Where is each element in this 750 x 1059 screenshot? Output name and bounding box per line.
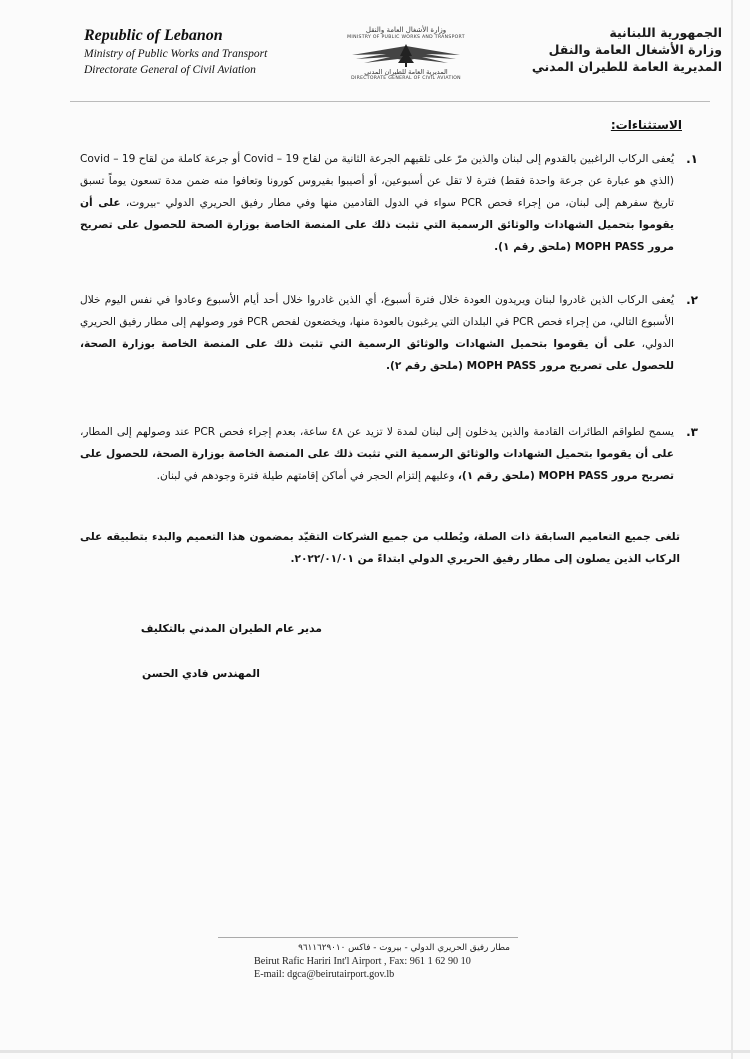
exception-item-2	[80, 289, 674, 377]
item-number: .٣	[686, 425, 698, 439]
item-text-bold: على أن يقوموا بتحميل الشهادات والوثائق الرسمية التي تثبت ذلك على المنصة الخاصة بوزارة الصحة للحصول على تصريح مرور MOPH PASS (ملحق رقم ١).	[80, 197, 674, 253]
logo-ar-ministry: وزارة الأشغال العامة والنقل	[365, 26, 447, 34]
footer	[254, 942, 554, 981]
header-divider	[70, 101, 710, 102]
signatory-name: المهندس فادي الحسن	[142, 667, 260, 680]
logo-ar-directorate: المديرية العامة للطيران المدني	[364, 68, 448, 76]
item-number: .٢	[686, 293, 698, 307]
footer-email: E-mail: dgca@beirutairport.gov.lb	[254, 969, 395, 980]
item-text: يُعفى الركاب الذين غادروا لبنان ويريدون العودة خلال فترة أسبوع، أي الذين غادروا خلال أحد أيام الأسبوع وعادوا في نفس اليوم خلال الأسبوع التالي، من إجراء فحص PCR في البلدان التي يرغبون بالعودة منها، ويخضعون لفحص PCR فور وصولهم إلى مطار رفيق الحريري الدولي،	[80, 294, 674, 350]
footer-english-address: Beirut Rafic Hariri Int'l Airport , Fax: 961 1 62 90 10	[254, 956, 471, 967]
exception-item-1	[80, 148, 674, 258]
exception-item-3	[80, 421, 674, 487]
item-text: يُعفى الركاب الراغبين بالقدوم إلى لبنان والذين مرّ على تلقيهم الجرعة الثانية من لقاح Covid – 19 أو جرعة كاملة من لقاح Covid – 19 (الذي هو عبارة عن جرعة واحدة فقط) فترة لا تقل عن أسبوعين، أو أصيبوا بفيروس كورونا وتعافوا منه ضمن مدة تسعون يوماً تسبق تاريخ سفرهم إلى لبنان، من إجراء فحص PCR سواء في الدول القادمين منها وفي مطار رفيق الحريري الدولي -بيروت،	[80, 153, 675, 209]
footer-divider	[218, 937, 518, 938]
item-text-bold: على أن يقوموا بتحميل الشهادات والوثائق الرسمية التي تثبت ذلك على المنصة الخاصة بوزارة الصحة، للحصول على تصريح مرور MOPH PASS (ملحق رقم ١)،	[80, 448, 674, 482]
ministry-logo	[336, 26, 476, 94]
letterhead-ar-directorate: المديرية العامة للطيران المدني	[531, 59, 722, 74]
letterhead-arabic	[492, 24, 722, 75]
logo-en-ministry: MINISTRY OF PUBLIC WORKS AND TRANSPORT	[347, 35, 465, 40]
letterhead-en-republic: Republic of Lebanon	[84, 27, 223, 44]
item-text: يسمح لطواقم الطائرات القادمة والذين يدخلون إلى لبنان لمدة لا تزيد عن ٤٨ ساعة، بعدم إجراء فحص PCR عند وصولهم إلى المطار،	[80, 426, 675, 438]
letterhead-english	[84, 26, 324, 78]
page-bottom-edge	[0, 1050, 750, 1053]
item-text-bold: على أن يقوموا بتحميل الشهادات والوثائق الرسمية التي تثبت ذلك على المنصة الخاصة بوزارة الصحة، للحصول على تصريح مرور MOPH PASS (ملحق رقم ٢).	[80, 338, 674, 372]
cedar-wings-emblem-icon	[346, 42, 466, 68]
letterhead-ar-ministry: وزارة الأشغال العامة والنقل	[548, 42, 722, 57]
closing-text: تلغى جميع التعاميم السابقة ذات الصلة، ويُطلب من جميع الشركات التقيّد بمضمون هذا التعميم والبدء بتطبيقه على الركاب الذين يصلون إلى مطار رفيق الحريري الدولي ابتداءً من ٢٠٢٢/٠١/٠١.	[80, 531, 680, 565]
item-number: .١	[686, 152, 698, 166]
letterhead-en-directorate: Directorate General of Civil Aviation	[84, 64, 256, 76]
footer-arabic-address: مطار رفيق الحريري الدولي - بيروت - فاكس ٩٦١١٦٢٩٠١٠	[298, 943, 510, 953]
section-title-exceptions: الاستثناءات:	[610, 118, 682, 132]
logo-en-directorate: DIRECTORATE GENERAL OF CIVIL AVIATION	[351, 76, 461, 81]
signatory-title: مدير عام الطيران المدني بالتكليف	[140, 622, 322, 635]
item-text-end: وعليهم إلتزام الحجر في أماكن إقامتهم طيلة فترة وجودهم في لبنان.	[156, 470, 458, 482]
letterhead-ar-republic: الجمهورية اللبنانية	[609, 25, 722, 40]
closing-paragraph	[80, 526, 680, 570]
letterhead-en-ministry: Ministry of Public Works and Transport	[84, 48, 268, 60]
page-edge-shadow	[731, 0, 733, 1059]
